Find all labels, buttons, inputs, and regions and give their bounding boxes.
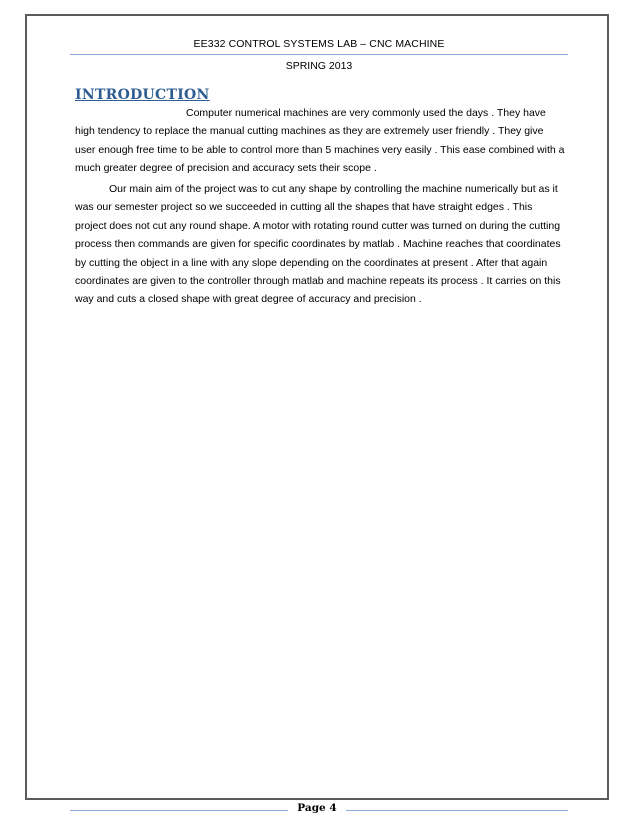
page-number: Page 4 (297, 802, 337, 814)
paragraph-project-aim: Our main aim of the project was to cut any shape by controlling the machine numerically but as it was our semester project so we succeeded in cutting all the shapes that have straight edges . This project does not cut any round shape. A motor with rotating round cutter was turned on during the cutting process then commands are given for specific coordinates by matlab . Machine reaches that coordinates by cutting the object in a line with any slope depending on the coordinates at present . After that again coordinates are given to the controller through matlab and machine repeats its process . It carries on this way and cuts a closed shape with great degree of accuracy and precision . (75, 183, 561, 306)
section-heading: INTRODUCTION (75, 87, 210, 103)
footer-divider-left (70, 810, 288, 811)
paragraph-introduction: Computer numerical machines are very commonly used the days . They have high tendency to replace the manual cutting machines as they are extremely user friendly . They give user enough free time to be able to control more than 5 machines very easily . This ease combined with a much greater degree of precision and accuracy sets their scope . (75, 107, 565, 175)
header-divider (70, 54, 568, 55)
footer-divider-right (346, 810, 568, 811)
header-title: EE332 CONTROL SYSTEMS LAB – CNC MACHINE (193, 38, 445, 50)
header-term: SPRING 2013 (285, 60, 353, 72)
